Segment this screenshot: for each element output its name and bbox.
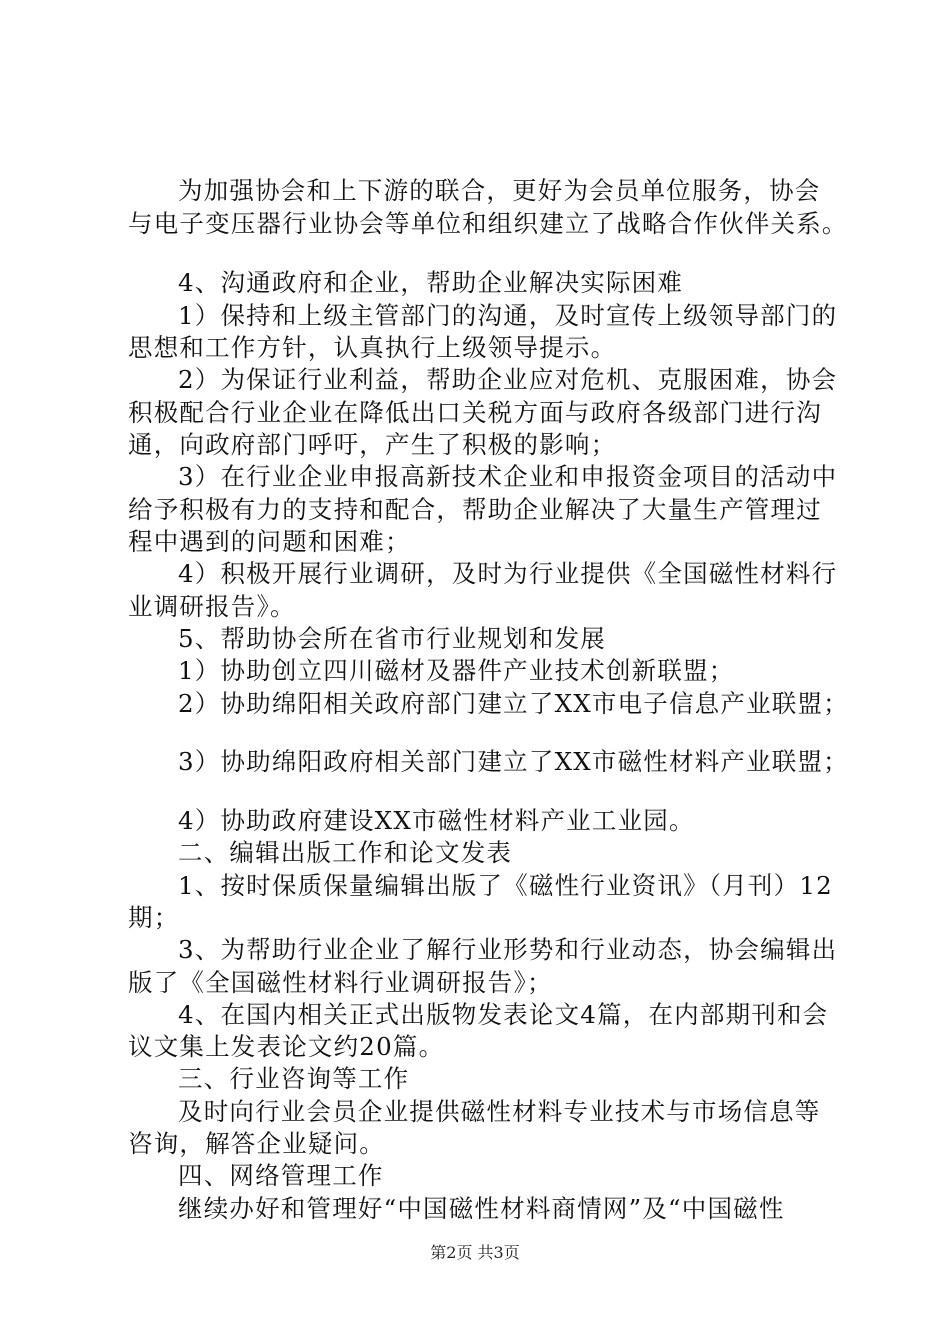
paragraph-line: 给予积极有力的支持和配合，帮助企业解决了大量生产管理过 bbox=[128, 495, 822, 524]
paragraph-line: 4）积极开展行业调研，及时为行业提供《全国磁性材料行 bbox=[178, 559, 838, 588]
paragraph-line: 与电子变压器行业协会等单位和组织建立了战略合作伙伴关系。 bbox=[128, 209, 848, 238]
paragraph-line: 1、按时保质保量编辑出版了《磁性行业资讯》（月刊）12 bbox=[178, 871, 833, 900]
paragraph-line: 业调研报告》。 bbox=[128, 592, 296, 621]
paragraph-line: 1）保持和上级主管部门的沟通，及时宣传上级领导部门的 bbox=[178, 301, 838, 330]
section-heading: 5、帮助协会所在省市行业规划和发展 bbox=[178, 624, 606, 653]
paragraph-line: 期； bbox=[128, 903, 180, 932]
paragraph-line: 咨询，解答企业疑问。 bbox=[128, 1129, 385, 1158]
section-heading: 三、行业咨询等工作 bbox=[178, 1064, 410, 1093]
paragraph-line: 通，向政府部门呼吁，产生了积极的影响； bbox=[128, 430, 617, 459]
section-heading: 四、网络管理工作 bbox=[178, 1161, 384, 1190]
paragraph-line: 4、在国内相关正式出版物发表论文4篇，在内部期刊和会 bbox=[178, 1000, 829, 1029]
paragraph-line: 程中遇到的问题和困难； bbox=[128, 527, 411, 556]
paragraph-line: 1）协助创立四川磁材及器件产业技术创新联盟； bbox=[178, 656, 735, 685]
paragraph-line: 3）协助绵阳政府相关部门建立了XX市磁性材料产业联盟； bbox=[178, 747, 849, 776]
paragraph-line: 议文集上发表论文约20篇。 bbox=[128, 1032, 445, 1061]
paragraph-line: 继续办好和管理好“中国磁性材料商情网”及“中国磁性 bbox=[178, 1194, 785, 1223]
paragraph-line: 3、为帮助行业企业了解行业形势和行业动态，协会编辑出 bbox=[178, 935, 838, 964]
paragraph-line: 为加强协会和上下游的联合，更好为会员单位服务，协会 bbox=[178, 176, 821, 205]
paragraph-line: 及时向行业会员企业提供磁性材料专业技术与市场信息等 bbox=[178, 1097, 821, 1126]
page-number-footer: 第2页 共3页 bbox=[430, 1243, 520, 1262]
section-heading: 4、沟通政府和企业，帮助企业解决实际困难 bbox=[178, 268, 684, 297]
paragraph-line: 2）协助绵阳相关政府部门建立了XX市电子信息产业联盟； bbox=[178, 689, 849, 718]
paragraph-line: 4）协助政府建设XX市磁性材料产业工业园。 bbox=[178, 806, 695, 835]
paragraph-line: 积极配合行业企业在降低出口关税方面与政府各级部门进行沟 bbox=[128, 398, 822, 427]
paragraph-line: 3）在行业企业申报高新技术企业和申报资金项目的活动中 bbox=[178, 462, 838, 491]
paragraph-line: 思想和工作方针，认真执行上级领导提示。 bbox=[128, 333, 617, 362]
section-heading: 二、编辑出版工作和论文发表 bbox=[178, 838, 513, 867]
paragraph-line: 2）为保证行业利益，帮助企业应对危机、克服困难，协会 bbox=[178, 365, 838, 394]
paragraph-line: 版了《全国磁性材料行业调研报告》； bbox=[128, 968, 553, 997]
